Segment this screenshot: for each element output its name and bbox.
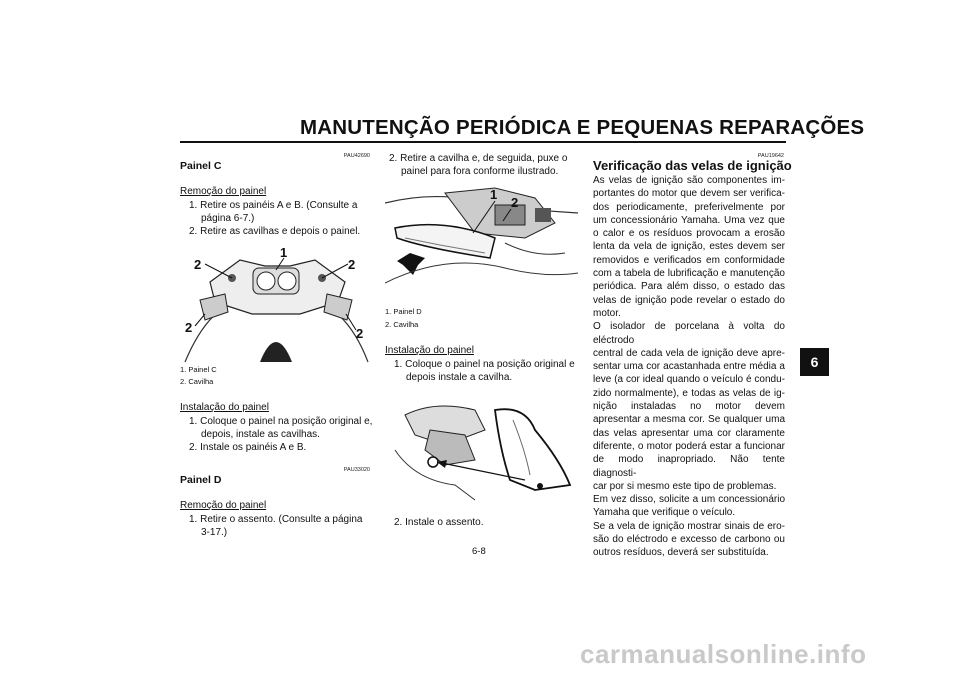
step-line: 1. Retire os painéis A e B. (Consulte a	[189, 200, 358, 211]
body-line: diferente, o motor poderá estar a funcionar	[593, 440, 785, 452]
body-line: nição instaladas no motor devem	[593, 401, 785, 413]
body-line: removidos e verificados em conformidade	[593, 254, 785, 266]
step-line: 2. Retire a cavilha e, de seguida, puxe o	[389, 153, 568, 164]
header-rule	[180, 141, 786, 143]
body-line: Yamaha que verifique o veículo.	[593, 507, 736, 519]
section-heading: Painel D	[180, 474, 222, 486]
callout-2: 2	[194, 257, 202, 272]
subheading: Remoção do painel	[180, 186, 267, 197]
body-line: com a tabela de lubrificação e manutenção	[593, 268, 785, 280]
body-line: das velas apresentar uma cor claramente	[593, 427, 785, 439]
step-line: 3-17.)	[201, 527, 228, 538]
body-line: leve (a cor ideal quando o veículo é condu-	[593, 374, 785, 386]
caption: 1. Painel C	[180, 365, 217, 374]
section-heading: Verificação das velas de ignição	[593, 158, 792, 173]
step-line: painel para fora conforme ilustrado.	[401, 166, 559, 177]
callout-1: 1	[280, 245, 288, 260]
body-line: motor.	[593, 307, 621, 319]
callout-1: 1	[490, 187, 498, 202]
body-line: de modo inapropriado. Não tente diagnosti-	[593, 454, 785, 479]
callout-2: 2	[185, 320, 193, 335]
figure-panel-d-removal	[385, 183, 578, 301]
body-line: Em vez disso, solicite a um concessionário	[593, 494, 785, 506]
body-line: sentar uma cor acastanhada entre média a	[593, 361, 785, 373]
body-line: velas de ignição pode revelar o estado do	[593, 294, 785, 306]
section-code: PAU19642	[757, 153, 784, 159]
section-code: PAU33020	[343, 467, 370, 473]
body-line: apresentar a mesma cor. Se qualquer uma	[593, 414, 785, 426]
chapter-tab: 6	[800, 348, 829, 376]
caption: 2. Cavilha	[180, 377, 214, 386]
body-line: dos periodicamente, preferivelmente por	[593, 201, 785, 213]
section-code: PAU42690	[343, 153, 370, 159]
rear-panel-illustration	[385, 183, 578, 301]
body-line: são do eléctrodo e excesso de carbono ou	[593, 534, 785, 546]
section-heading: Painel C	[180, 160, 222, 172]
caption: 1. Painel D	[385, 307, 422, 316]
step-line: depois, instale as cavilhas.	[201, 429, 320, 440]
body-line: central de cada vela de ignição deve apre-	[593, 347, 785, 359]
step-line: 1. Coloque o painel na posição original e,	[189, 416, 373, 427]
body-line: portantes do motor que devem ser verifica-	[593, 188, 785, 200]
watermark: carmanualsonline.info	[580, 639, 867, 669]
body-line: O isolador de porcelana à volta do eléctrodo	[593, 321, 785, 346]
subheading: Instalação do painel	[180, 402, 269, 413]
figure-panel-d-install	[385, 390, 578, 505]
body-line: periódica. Para além disso, o estado das	[593, 281, 785, 293]
step-line: 2. Instale o assento.	[394, 517, 484, 528]
caption: 2. Cavilha	[385, 320, 419, 329]
subheading: Instalação do painel	[385, 345, 474, 356]
panel-install-illustration	[385, 390, 578, 505]
callout-2: 2	[356, 326, 364, 341]
step-line: 1. Coloque o painel na posição original e	[394, 359, 575, 370]
body-line: lenta da vela de ignição, estes devem ser	[593, 241, 785, 253]
step-line: 2. Instale os painéis A e B.	[189, 442, 307, 453]
subheading: Remoção do painel	[180, 500, 267, 511]
dashboard-illustration	[180, 242, 372, 363]
callout-2: 2	[511, 195, 519, 210]
body-line: car por si mesmo este tipo de problemas.	[593, 480, 777, 492]
body-line: zido normalmente), e todas as velas de ig-	[593, 387, 785, 399]
body-line: As velas de ignição são componentes im-	[593, 175, 785, 186]
body-line: outros resíduos, deverá ser substituída.	[593, 547, 769, 559]
step-line: 1. Retire o assento. (Consulte a página	[189, 514, 363, 525]
figure-panel-c	[180, 242, 372, 363]
page-title: MANUTENÇÃO PERIÓDICA E PEQUENAS REPARAÇÕES	[300, 116, 865, 139]
body-text	[593, 174, 785, 560]
page-number: 6-8	[472, 546, 486, 557]
step-line: depois instale a cavilha.	[406, 372, 513, 383]
body-line: o calor e os resíduos provocam a erosão	[593, 228, 785, 240]
body-line: um concessionário Yamaha. Uma vez que	[593, 214, 785, 226]
body-line: Se a vela de ignição mostrar sinais de ero-	[593, 520, 785, 532]
step-line: página 6-7.)	[201, 213, 255, 224]
step-line: 2. Retire as cavilhas e depois o painel.	[189, 226, 361, 237]
callout-2: 2	[348, 257, 356, 272]
